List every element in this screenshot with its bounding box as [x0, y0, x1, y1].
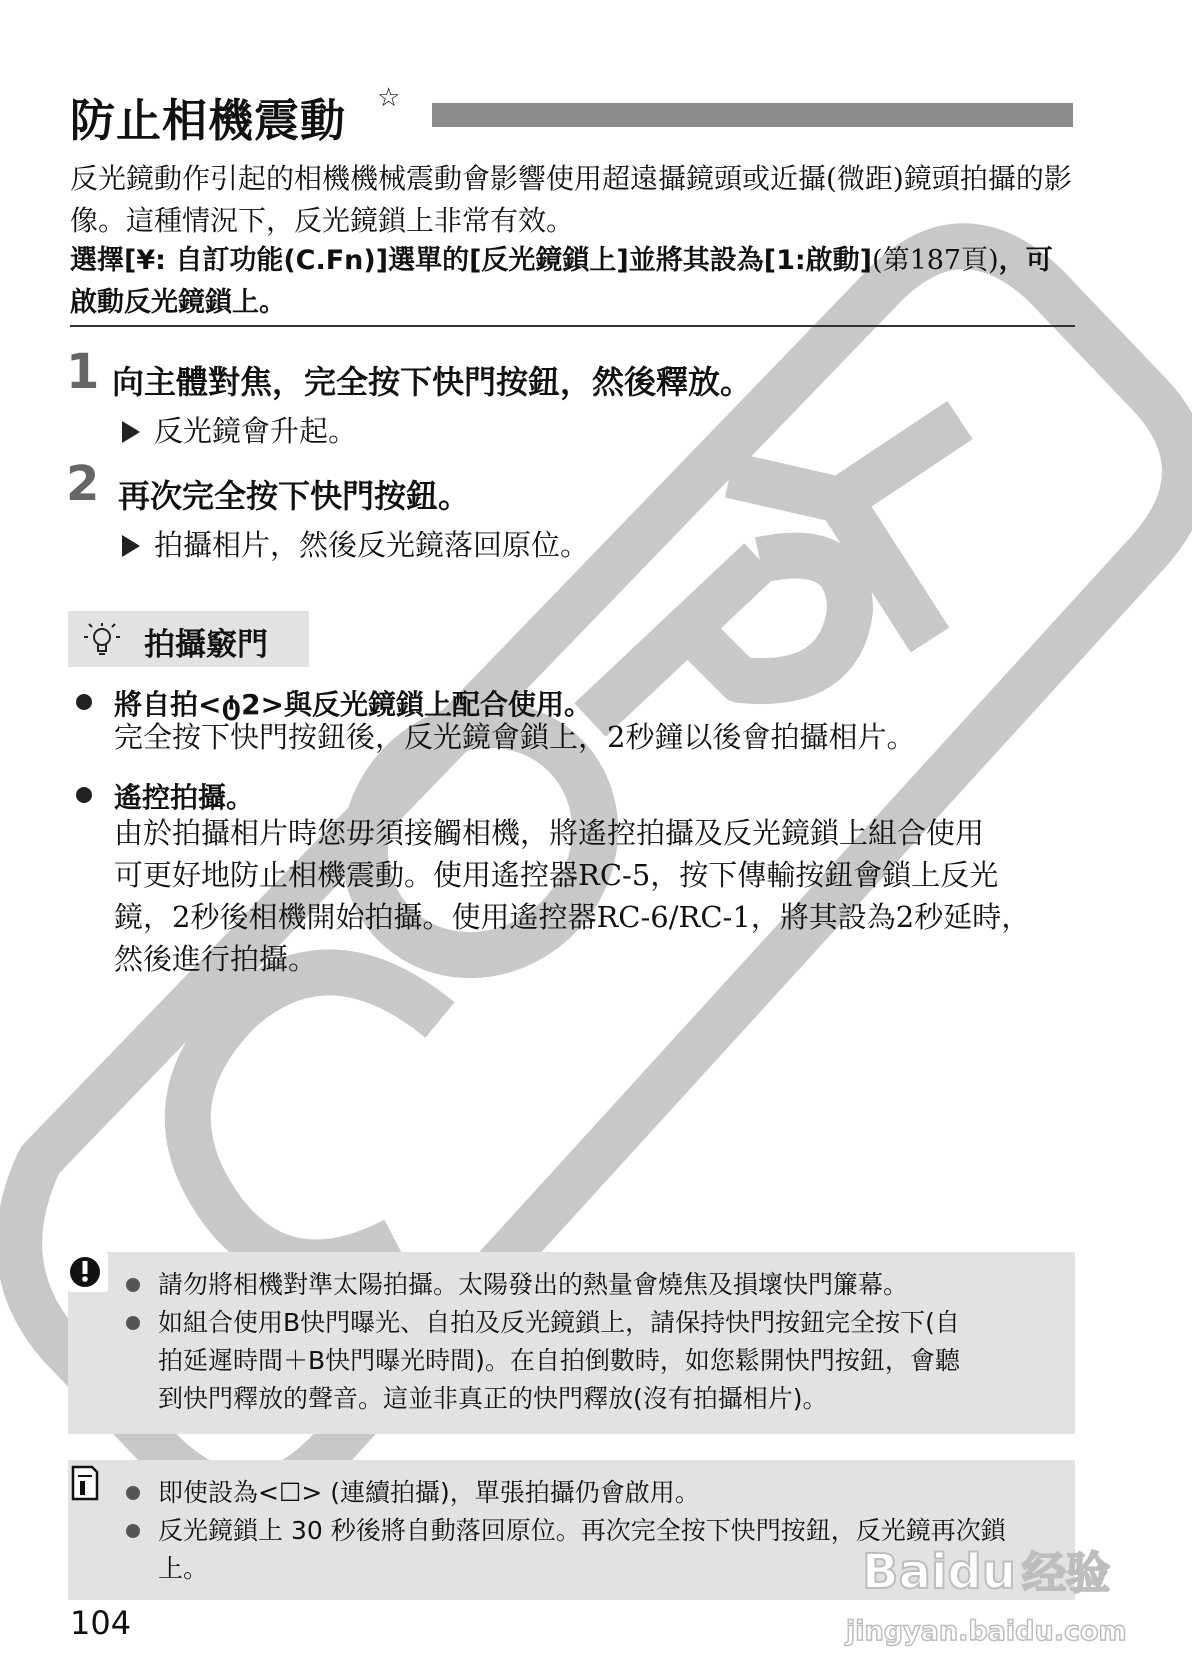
- note-item-2-line: 反光鏡鎖上 30 秒後將自動落回原位。再次完全按下快門按鈕，反光鏡再次鎖: [158, 1516, 1006, 1545]
- bullet-icon: [76, 694, 92, 710]
- intro-instruction-tail: ，可啟動反光鏡鎖上。: [70, 245, 1053, 318]
- page-title: 防止相機震動: [70, 94, 347, 147]
- tip-2-heading: 遙控拍攝。: [114, 781, 255, 814]
- caution-item-2-line: 拍延遲時間＋B快門曝光時間)。在自拍倒數時，如您鬆開快門按鈕，會聽: [158, 1346, 960, 1375]
- page-number: 104: [70, 1604, 132, 1642]
- tips-label: 拍攝竅門: [144, 627, 268, 663]
- note-item-2-line: 上。: [158, 1554, 209, 1583]
- step-2-number: 2: [66, 456, 100, 512]
- step-2-result: [122, 523, 589, 564]
- tip-1-heading: 將自拍<ტ2>與反光鏡鎖上配合使用。: [114, 688, 593, 721]
- svg-text:经验: 经验: [1022, 1548, 1110, 1599]
- lightbulb-icon: [80, 621, 124, 659]
- tip-2-body-line: 由於拍攝相片時您毋須接觸相機，將遙控拍攝及反光鏡鎖上組合使用: [114, 816, 985, 850]
- note-item-1: 即使設為<☐> (連續拍攝)，單張拍攝仍會啟用。: [158, 1478, 700, 1507]
- bullet-icon: [76, 787, 92, 803]
- caution-item-2-line: 如組合使用B快門曝光、自拍及反光鏡鎖上，請保持快門按鈕完全按下(自: [158, 1308, 960, 1337]
- tips-header: [68, 611, 309, 667]
- bullet-icon: [126, 1524, 140, 1538]
- caution-item-2-line: 到快門釋放的聲音。這並非真正的快門釋放(沒有拍攝相片)。: [158, 1384, 828, 1413]
- result-arrow-icon: [122, 535, 140, 557]
- tip-2-body-line: 然後進行拍攝。: [114, 942, 318, 976]
- result-arrow-icon: [122, 421, 140, 443]
- step-1-result-text: 反光鏡會升起。: [154, 414, 358, 448]
- intro-instruction: [70, 240, 1075, 324]
- step-2-result-text: 拍攝相片，然後反光鏡落回原位。: [154, 528, 590, 562]
- caution-item-1: 請勿將相機對準太陽拍攝。太陽發出的熱量會燒焦及損壞快門簾幕。: [158, 1270, 909, 1299]
- bullet-icon: [126, 1486, 140, 1500]
- intro-instruction-bold: 選擇[¥: 自訂功能(C.Fn)]選單的[反光鏡鎖上]並將其設為[1:啟動]: [70, 245, 873, 276]
- title-bar-decoration: [432, 103, 1073, 127]
- caution-item-2: [158, 1304, 960, 1418]
- caution-icon: [68, 1252, 108, 1292]
- baidu-jingyan-logo: [842, 1528, 1132, 1658]
- step-1-result: [122, 409, 357, 450]
- tip-2-body-line: 可更好地防止相機震動。使用遙控器RC-5，按下傳輸按鈕會鎖上反光: [114, 858, 999, 892]
- tip-2-body-line: 鏡，2秒後相機開始拍攝。使用遙控器RC-6/RC-1，將其設為2秒延時，: [114, 900, 1031, 934]
- tip-1-body: 完全按下快門按鈕後，反光鏡會鎖上，2秒鐘以後會拍攝相片。: [114, 720, 916, 754]
- advanced-star-icon: ☆: [377, 83, 401, 113]
- section-divider: [70, 325, 1075, 327]
- step-1-heading: 向主體對焦，完全按下快門按鈕，然後釋放。: [112, 363, 753, 401]
- caution-box: [68, 1252, 1075, 1434]
- note-icon: [70, 1464, 100, 1502]
- bullet-icon: [126, 1278, 140, 1292]
- svg-text:jingyan.baidu.com: jingyan.baidu.com: [846, 1616, 1127, 1647]
- bullet-icon: [126, 1316, 140, 1330]
- step-2-heading: 再次完全按下快門按鈕。: [118, 477, 471, 515]
- intro-page-reference: (第187頁): [872, 245, 999, 276]
- tip-2-body: [114, 812, 1030, 980]
- intro-paragraph: 反光鏡動作引起的相機機械震動會影響使用超遠攝鏡頭或近攝(微距)鏡頭拍攝的影像。這種情況下，反光鏡鎖上非常有效。: [70, 162, 1072, 237]
- svg-text:Baidu: Baidu: [862, 1544, 1016, 1600]
- step-1-number: 1: [66, 344, 100, 400]
